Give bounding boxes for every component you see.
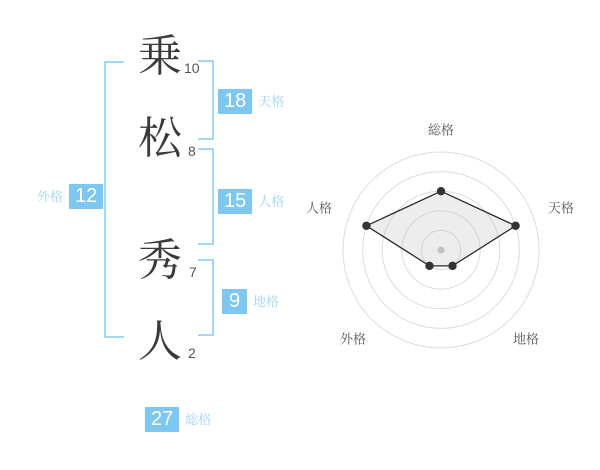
tenkaku-value-badge: 18 xyxy=(218,89,252,114)
gaikaku-row xyxy=(37,183,103,209)
tenkaku-bracket xyxy=(198,60,214,140)
jinkaku-value-badge: 15 xyxy=(218,189,252,214)
gaikaku-label: 外格 xyxy=(37,188,64,204)
radar-data-point xyxy=(425,262,433,270)
gaikaku-bracket xyxy=(104,61,124,338)
jinkaku-label: 人格 xyxy=(258,193,285,209)
tenkaku-label: 天格 xyxy=(258,93,285,109)
stroke-count-4: 2 xyxy=(188,345,196,361)
fortune-radar-chart xyxy=(301,105,581,365)
chikaku-row xyxy=(222,288,279,314)
soukaku-label: 総格 xyxy=(185,411,212,427)
radar-data-point xyxy=(448,262,456,270)
radar-score-polygon xyxy=(366,191,515,266)
radar-center-dot xyxy=(438,247,445,254)
radar-data-point xyxy=(437,187,445,195)
tenkaku-row xyxy=(218,88,284,114)
radar-axis-label: 総格 xyxy=(427,122,455,138)
jinkaku-bracket xyxy=(198,148,214,245)
radar-axis-label: 人格 xyxy=(305,200,333,216)
stroke-count-3: 7 xyxy=(189,264,197,280)
radar-axis-label: 地格 xyxy=(512,331,540,347)
radar-data-point xyxy=(511,222,519,230)
chikaku-label: 地格 xyxy=(253,293,280,309)
name-char-4: 人 xyxy=(138,317,182,366)
soukaku-value-badge: 27 xyxy=(145,407,179,432)
gaikaku-value-badge: 12 xyxy=(69,184,103,209)
jinkaku-row xyxy=(218,188,284,214)
radar-data-point xyxy=(362,222,370,230)
stroke-count-1: 10 xyxy=(184,60,200,76)
radar-axis-label: 天格 xyxy=(547,200,575,216)
chikaku-bracket xyxy=(198,259,214,336)
name-char-2: 松 xyxy=(138,114,182,163)
soukaku-row xyxy=(145,406,211,432)
stroke-count-2: 8 xyxy=(188,143,196,159)
radar-axis-label: 外格 xyxy=(339,331,367,347)
name-char-3: 秀 xyxy=(138,236,182,285)
chikaku-value-badge: 9 xyxy=(222,289,247,314)
name-char-1: 乗 xyxy=(138,32,182,81)
